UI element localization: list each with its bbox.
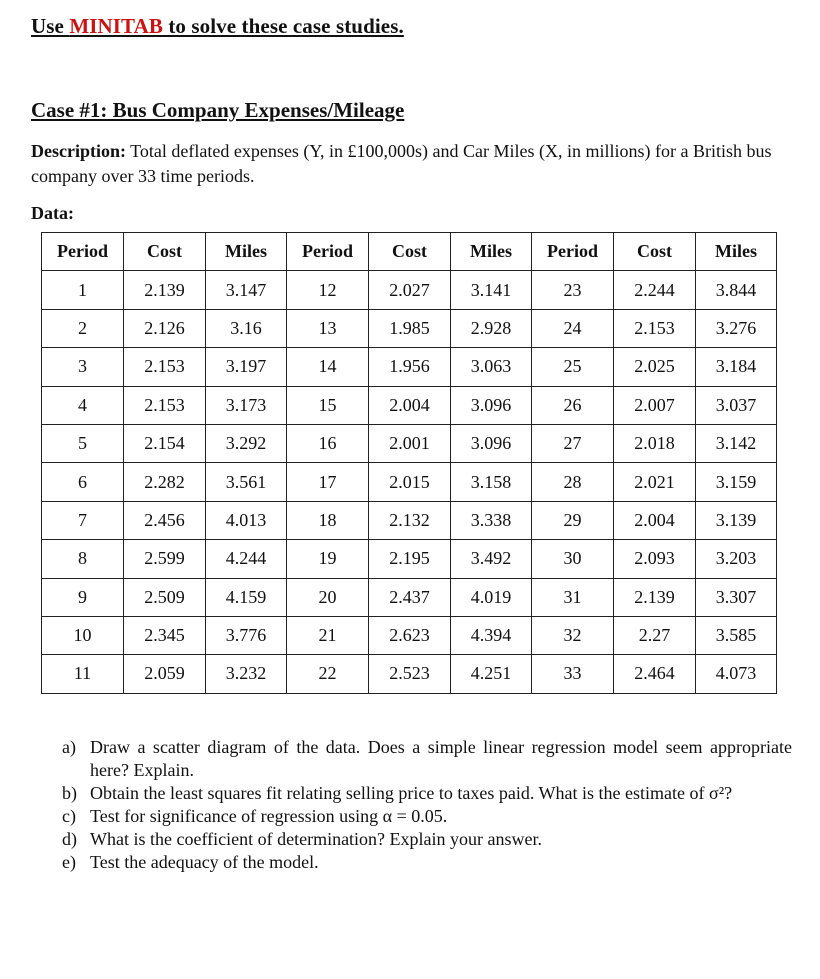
question-marker: d) (62, 829, 77, 849)
table-cell: 12 (287, 271, 369, 309)
table-cell: 4.244 (206, 540, 287, 578)
table-cell: 2.509 (124, 578, 206, 616)
column-header-miles: Miles (696, 233, 777, 271)
table-cell: 32 (532, 616, 614, 654)
table-cell: 2.437 (369, 578, 451, 616)
table-row (42, 540, 777, 578)
table-cell: 17 (287, 463, 369, 501)
heading-prefix: Use (31, 14, 70, 38)
table-cell: 2.464 (614, 655, 696, 693)
question-text: Test the adequacy of the model. (90, 852, 319, 872)
table-row (42, 386, 777, 424)
column-header-miles: Miles (451, 233, 532, 271)
table-cell: 15 (287, 386, 369, 424)
table-cell: 28 (532, 463, 614, 501)
table-cell: 3.203 (696, 540, 777, 578)
question-item (62, 851, 792, 874)
table-cell: 3.063 (451, 348, 532, 386)
table-cell: 7 (42, 501, 124, 539)
table-cell: 23 (532, 271, 614, 309)
table-cell: 20 (287, 578, 369, 616)
column-header-cost: Cost (124, 233, 206, 271)
case-description (31, 139, 791, 189)
table-row (42, 578, 777, 616)
heading-suffix: to solve these case studies. (162, 14, 404, 38)
table-cell: 13 (287, 309, 369, 347)
table-cell: 21 (287, 616, 369, 654)
page-heading (31, 14, 404, 39)
table-cell: 3.492 (451, 540, 532, 578)
table-cell: 3.139 (696, 501, 777, 539)
table-cell: 31 (532, 578, 614, 616)
table-cell: 4.159 (206, 578, 287, 616)
table-cell: 3.232 (206, 655, 287, 693)
table-cell: 2.018 (614, 424, 696, 462)
table-cell: 2.244 (614, 271, 696, 309)
table-cell: 3.096 (451, 424, 532, 462)
table-cell: 3.158 (451, 463, 532, 501)
table-cell: 4.019 (451, 578, 532, 616)
table-cell: 26 (532, 386, 614, 424)
table-cell: 2.139 (124, 271, 206, 309)
table-cell: 2.456 (124, 501, 206, 539)
question-marker: e) (62, 852, 76, 872)
table-cell: 4 (42, 386, 124, 424)
table-cell: 2.282 (124, 463, 206, 501)
data-label: Data: (31, 203, 74, 223)
table-cell: 2.004 (614, 501, 696, 539)
table-cell: 2.025 (614, 348, 696, 386)
table-cell: 4.251 (451, 655, 532, 693)
table-cell: 3.159 (696, 463, 777, 501)
table-cell: 3 (42, 348, 124, 386)
table-cell: 1 (42, 271, 124, 309)
column-header-period: Period (42, 233, 124, 271)
data-table (41, 232, 777, 694)
table-cell: 11 (42, 655, 124, 693)
table-cell: 3.776 (206, 616, 287, 654)
table-row (42, 501, 777, 539)
table-cell: 2.153 (124, 348, 206, 386)
table-cell: 2.007 (614, 386, 696, 424)
question-text: Draw a scatter diagram of the data. Does a simple linear regression model seem appropriate here? Explain. (90, 737, 792, 780)
table-cell: 2.27 (614, 616, 696, 654)
table-row (42, 616, 777, 654)
table-cell: 2.059 (124, 655, 206, 693)
table-cell: 4.073 (696, 655, 777, 693)
table-cell: 2.523 (369, 655, 451, 693)
table-cell: 1.956 (369, 348, 451, 386)
table-row (42, 309, 777, 347)
table-cell: 3.147 (206, 271, 287, 309)
table-cell: 4.394 (451, 616, 532, 654)
table-cell: 1.985 (369, 309, 451, 347)
table-cell: 22 (287, 655, 369, 693)
table-cell: 3.338 (451, 501, 532, 539)
table-cell: 2.027 (369, 271, 451, 309)
table-cell: 2.021 (614, 463, 696, 501)
table-cell: 2 (42, 309, 124, 347)
column-header-period: Period (287, 233, 369, 271)
table-cell: 16 (287, 424, 369, 462)
table-cell: 2.154 (124, 424, 206, 462)
table-cell: 9 (42, 578, 124, 616)
question-item (62, 828, 792, 851)
table-cell: 3.585 (696, 616, 777, 654)
table-cell: 29 (532, 501, 614, 539)
table-cell: 3.16 (206, 309, 287, 347)
table-cell: 33 (532, 655, 614, 693)
table-cell: 3.276 (696, 309, 777, 347)
description-text: Total deflated expenses (Y, in £100,000s) and Car Miles (X, in millions) for a British bus company over 33 time periods. (31, 141, 772, 186)
table-cell: 2.001 (369, 424, 451, 462)
table-row (42, 463, 777, 501)
question-item (62, 736, 792, 782)
table-cell: 2.132 (369, 501, 451, 539)
column-header-miles: Miles (206, 233, 287, 271)
table-cell: 19 (287, 540, 369, 578)
table-row (42, 348, 777, 386)
description-label: Description: (31, 141, 126, 161)
question-item (62, 805, 792, 828)
question-marker: b) (62, 783, 77, 803)
table-cell: 2.599 (124, 540, 206, 578)
case-title: Case #1: Bus Company Expenses/Mileage (31, 98, 405, 122)
table-row (42, 424, 777, 462)
table-cell: 2.093 (614, 540, 696, 578)
table-cell: 8 (42, 540, 124, 578)
table-cell: 14 (287, 348, 369, 386)
table-header-row (42, 233, 777, 271)
table-row (42, 271, 777, 309)
table-cell: 2.623 (369, 616, 451, 654)
table-row (42, 655, 777, 693)
table-cell: 2.126 (124, 309, 206, 347)
table-cell: 2.195 (369, 540, 451, 578)
table-cell: 3.037 (696, 386, 777, 424)
question-marker: c) (62, 806, 76, 826)
column-header-cost: Cost (369, 233, 451, 271)
question-text: Test for significance of regression using α = 0.05. (90, 806, 448, 826)
table-cell: 3.141 (451, 271, 532, 309)
table-cell: 3.561 (206, 463, 287, 501)
questions-list (62, 736, 792, 874)
table-cell: 3.844 (696, 271, 777, 309)
table-cell: 3.292 (206, 424, 287, 462)
table-cell: 5 (42, 424, 124, 462)
table-cell: 18 (287, 501, 369, 539)
column-header-period: Period (532, 233, 614, 271)
table-cell: 27 (532, 424, 614, 462)
question-item (62, 782, 792, 805)
table-cell: 2.139 (614, 578, 696, 616)
table-cell: 3.142 (696, 424, 777, 462)
table-cell: 2.015 (369, 463, 451, 501)
table-cell: 3.173 (206, 386, 287, 424)
table-cell: 3.307 (696, 578, 777, 616)
table-cell: 2.153 (124, 386, 206, 424)
table-cell: 2.345 (124, 616, 206, 654)
table-cell: 30 (532, 540, 614, 578)
table-cell: 2.928 (451, 309, 532, 347)
minitab-brand-text: MINITAB (69, 14, 163, 38)
table-cell: 3.197 (206, 348, 287, 386)
table-cell: 10 (42, 616, 124, 654)
table-body (42, 271, 777, 693)
table-cell: 25 (532, 348, 614, 386)
table-cell: 3.184 (696, 348, 777, 386)
question-text: What is the coefficient of determination? Explain your answer. (90, 829, 543, 849)
question-marker: a) (62, 737, 76, 757)
table-cell: 3.096 (451, 386, 532, 424)
table-cell: 4.013 (206, 501, 287, 539)
table-cell: 24 (532, 309, 614, 347)
question-text: Obtain the least squares fit relating selling price to taxes paid. What is the estimate of σ²? (90, 783, 733, 803)
table-cell: 2.153 (614, 309, 696, 347)
table-cell: 6 (42, 463, 124, 501)
column-header-cost: Cost (614, 233, 696, 271)
table-cell: 2.004 (369, 386, 451, 424)
